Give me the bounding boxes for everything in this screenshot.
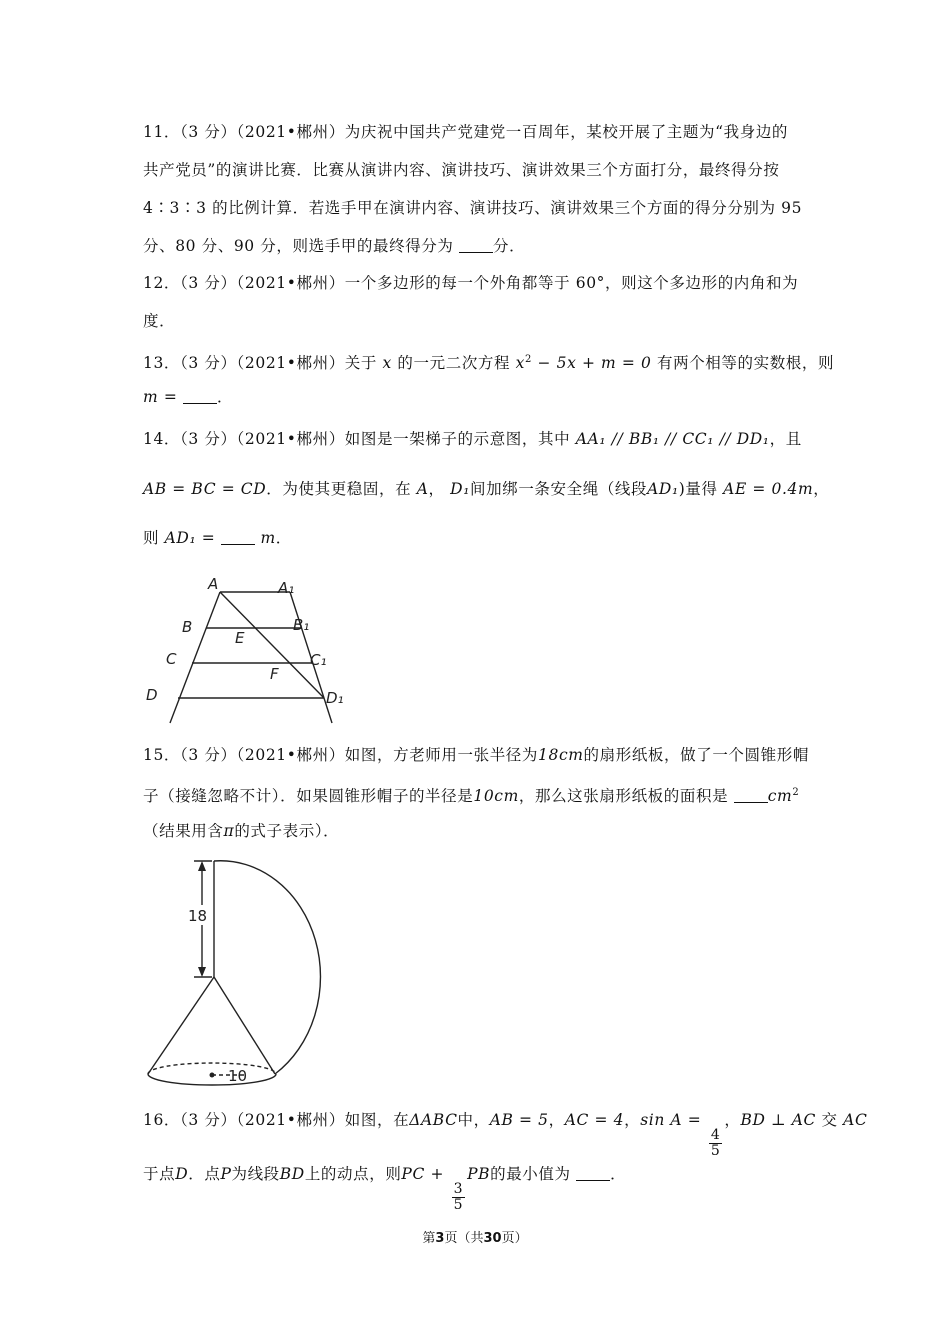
q15-unit-sup: 2 — [792, 787, 800, 798]
sector-arc — [214, 861, 320, 1074]
q16-bd-perp: BD ⊥ AC — [740, 1111, 816, 1129]
q14-parallel-expr: AA₁ // BB₁ // CC₁ // DD₁ — [575, 430, 770, 448]
q13-var-x: x — [382, 354, 392, 372]
q15-text-2: 的扇形纸板，做了一个圆锥形帽 — [583, 746, 809, 764]
cone-figure — [140, 855, 350, 1093]
label-d: D — [146, 686, 158, 704]
q16-text-5: ．点 — [188, 1165, 221, 1183]
q15-pi: π — [223, 822, 235, 840]
q13-text-1: 13．（3 分）（2021•郴州）关于 — [143, 354, 378, 372]
label-a1: A₁ — [278, 579, 295, 597]
q11-text-3: 4∶3∶3 的比例计算．若选手甲在演讲内容、演讲技巧、演讲效果三个方面的得分分别为 95 — [143, 199, 803, 217]
page-footer: 第3页（共30页） — [422, 1231, 528, 1246]
q14-text-3: ．为使其更稳固，在 — [266, 480, 412, 498]
label-d1: D₁ — [326, 689, 344, 707]
q14-text-6: ， — [813, 480, 830, 498]
q16-text-2: 中， — [457, 1111, 490, 1129]
q15-radius-18: 18cm — [538, 746, 584, 764]
q15-line1 — [143, 745, 808, 765]
q15-text-1: 15．（3 分）（2021•郴州）如图，方老师用一张半径为 — [143, 746, 539, 764]
arrow-down-icon — [198, 967, 206, 977]
label-b: B — [182, 618, 193, 636]
q16-text-4: 于点 — [143, 1165, 176, 1183]
q16-triangle: ΔABC — [409, 1111, 458, 1129]
label-b1: B₁ — [293, 616, 310, 634]
q15-line2 — [143, 783, 808, 806]
q11-line4 — [143, 236, 808, 256]
base-radius-label-10: 10 — [228, 1067, 248, 1085]
q14-segment-ad1: AD₁ — [647, 480, 679, 498]
q15-radius-10: 10cm — [473, 787, 519, 805]
q11-line2 — [143, 160, 808, 180]
label-c1: C₁ — [310, 651, 327, 669]
q16-expr-pc: PC + — [401, 1165, 450, 1183]
q16-sin: sin A = — [640, 1111, 707, 1129]
label-c: C — [166, 650, 177, 668]
q14-line1 — [143, 429, 808, 449]
base-center-dot — [210, 1073, 215, 1078]
label-e: E — [235, 629, 245, 647]
q13-text-2: 的一元二次方程 — [397, 354, 511, 372]
q14-comma: ， — [428, 480, 445, 498]
q11-text-4: 分、80 分、90 分，则选手甲的最终得分为 — [143, 237, 454, 255]
q14-point-a: A — [416, 480, 429, 498]
q16-text-3: 交 — [821, 1111, 838, 1129]
q13-period: ． — [216, 388, 234, 406]
q14-text-2: ，且 — [769, 430, 802, 448]
q16-sin-fraction: $\frac{4}{5}$ — [710, 1127, 721, 1159]
q14-ae-expr: AE = 0.4m — [723, 480, 814, 498]
q15-text-4: ，那么这张扇形纸板的面积是 — [518, 787, 729, 805]
q14-text-4: 间加绑一条安全绳（线段 — [470, 480, 648, 498]
q12-text-2: 度． — [143, 312, 176, 330]
q11-text-2: 共产党员”的演讲比赛．比赛从演讲内容、演讲技巧、演讲效果三个方面打分，最终得分按 — [143, 161, 780, 179]
q16-period: ． — [610, 1165, 627, 1183]
q16-segment-bd: BD — [279, 1165, 305, 1183]
label-f: F — [270, 665, 279, 683]
cone-base-back — [148, 1063, 276, 1074]
q13-var-m: m — [143, 388, 159, 406]
q16-answer-blank — [576, 1166, 610, 1181]
q15-text-3: 子（接缝忽略不计）．如果圆锥形帽子的半径是 — [143, 787, 474, 805]
q16-expr-pb: PB — [467, 1165, 491, 1183]
q13-text-3: 有两个相等的实数根，则 — [657, 354, 835, 372]
q14-text-1: 14．（3 分）（2021•郴州）如图是一架梯子的示意图，其中 — [143, 430, 571, 448]
q14-line2 — [143, 479, 830, 499]
cone-left-side — [148, 977, 214, 1074]
q15-text-5: （结果用含 — [143, 822, 224, 840]
ladder-left-rail — [170, 592, 220, 723]
q16-line2 — [143, 1164, 808, 1213]
q15-text-6: 的式子表示）． — [234, 822, 340, 840]
q16-text-6: 为线段 — [231, 1165, 280, 1183]
q16-text-1: 16．（3 分）（2021•郴州）如图，在 — [143, 1111, 410, 1129]
q16-text-8: 的最小值为 — [490, 1165, 571, 1183]
q13-equals: = — [158, 388, 183, 406]
q11-text-1: 11．（3 分）（2021•郴州）为庆祝中国共产党建党一百周年，某校开展了主题为“我身边的 — [143, 123, 789, 141]
q16-point-d: D — [175, 1165, 189, 1183]
q16-ab: AB = 5 — [489, 1111, 549, 1129]
arrow-up-icon — [198, 861, 206, 871]
q13-line2 — [143, 387, 808, 407]
q11-answer-blank — [459, 238, 493, 253]
ladder-figure — [140, 575, 360, 730]
cone-right-side — [214, 977, 275, 1074]
q14-line3 — [143, 528, 808, 548]
q11-text-5: 分． — [493, 237, 526, 255]
q13-line1 — [143, 350, 835, 373]
q14-unit: m — [260, 529, 276, 547]
q13-answer-blank — [183, 389, 217, 404]
q14-equal-expr: AB = BC = CD — [143, 480, 267, 498]
q12-line1 — [143, 273, 808, 293]
page-total: 30 — [483, 1231, 502, 1246]
q14-period: ． — [275, 529, 292, 547]
q16-point-p: P — [220, 1165, 232, 1183]
dimension-label-18: 18 — [188, 907, 208, 925]
q16-ac: AC = 4 — [564, 1111, 625, 1129]
q15-unit: cm — [767, 787, 793, 805]
q14-ad1-expr: AD₁ = — [164, 529, 221, 547]
q15-answer-blank — [734, 788, 768, 803]
page-number: 3 — [435, 1231, 445, 1246]
q14-answer-blank — [221, 530, 255, 545]
q12-line2 — [143, 311, 808, 331]
q16-fraction: $\frac{3}{5}$ — [453, 1181, 464, 1213]
q12-text-1: 12．（3 分）（2021•郴州）一个多边形的每一个外角都等于 60°，则这个多边形的内角和为 — [143, 274, 799, 292]
q16-ac2: AC — [843, 1111, 868, 1129]
q14-text-7: 则 — [143, 529, 160, 547]
q14-text-5: )量得 — [678, 480, 718, 498]
q16-line1: 16．（3 分）（2021•郴州）如图，在ΔABC中，AB = 5，AC = 4，sin A = $\frac{4}{5}$ ，BD ⊥ AC 交 AC — [143, 1111, 868, 1159]
label-a: A — [208, 575, 219, 593]
q11-line1 — [143, 122, 808, 142]
q11-line3 — [143, 198, 808, 218]
q13-equation: $x^2 - 5x + m = 0$ — [515, 354, 652, 372]
q16-text-7: 上的动点，则 — [304, 1165, 402, 1183]
q14-point-d1: D₁ — [450, 480, 471, 498]
q15-line3 — [143, 821, 808, 841]
